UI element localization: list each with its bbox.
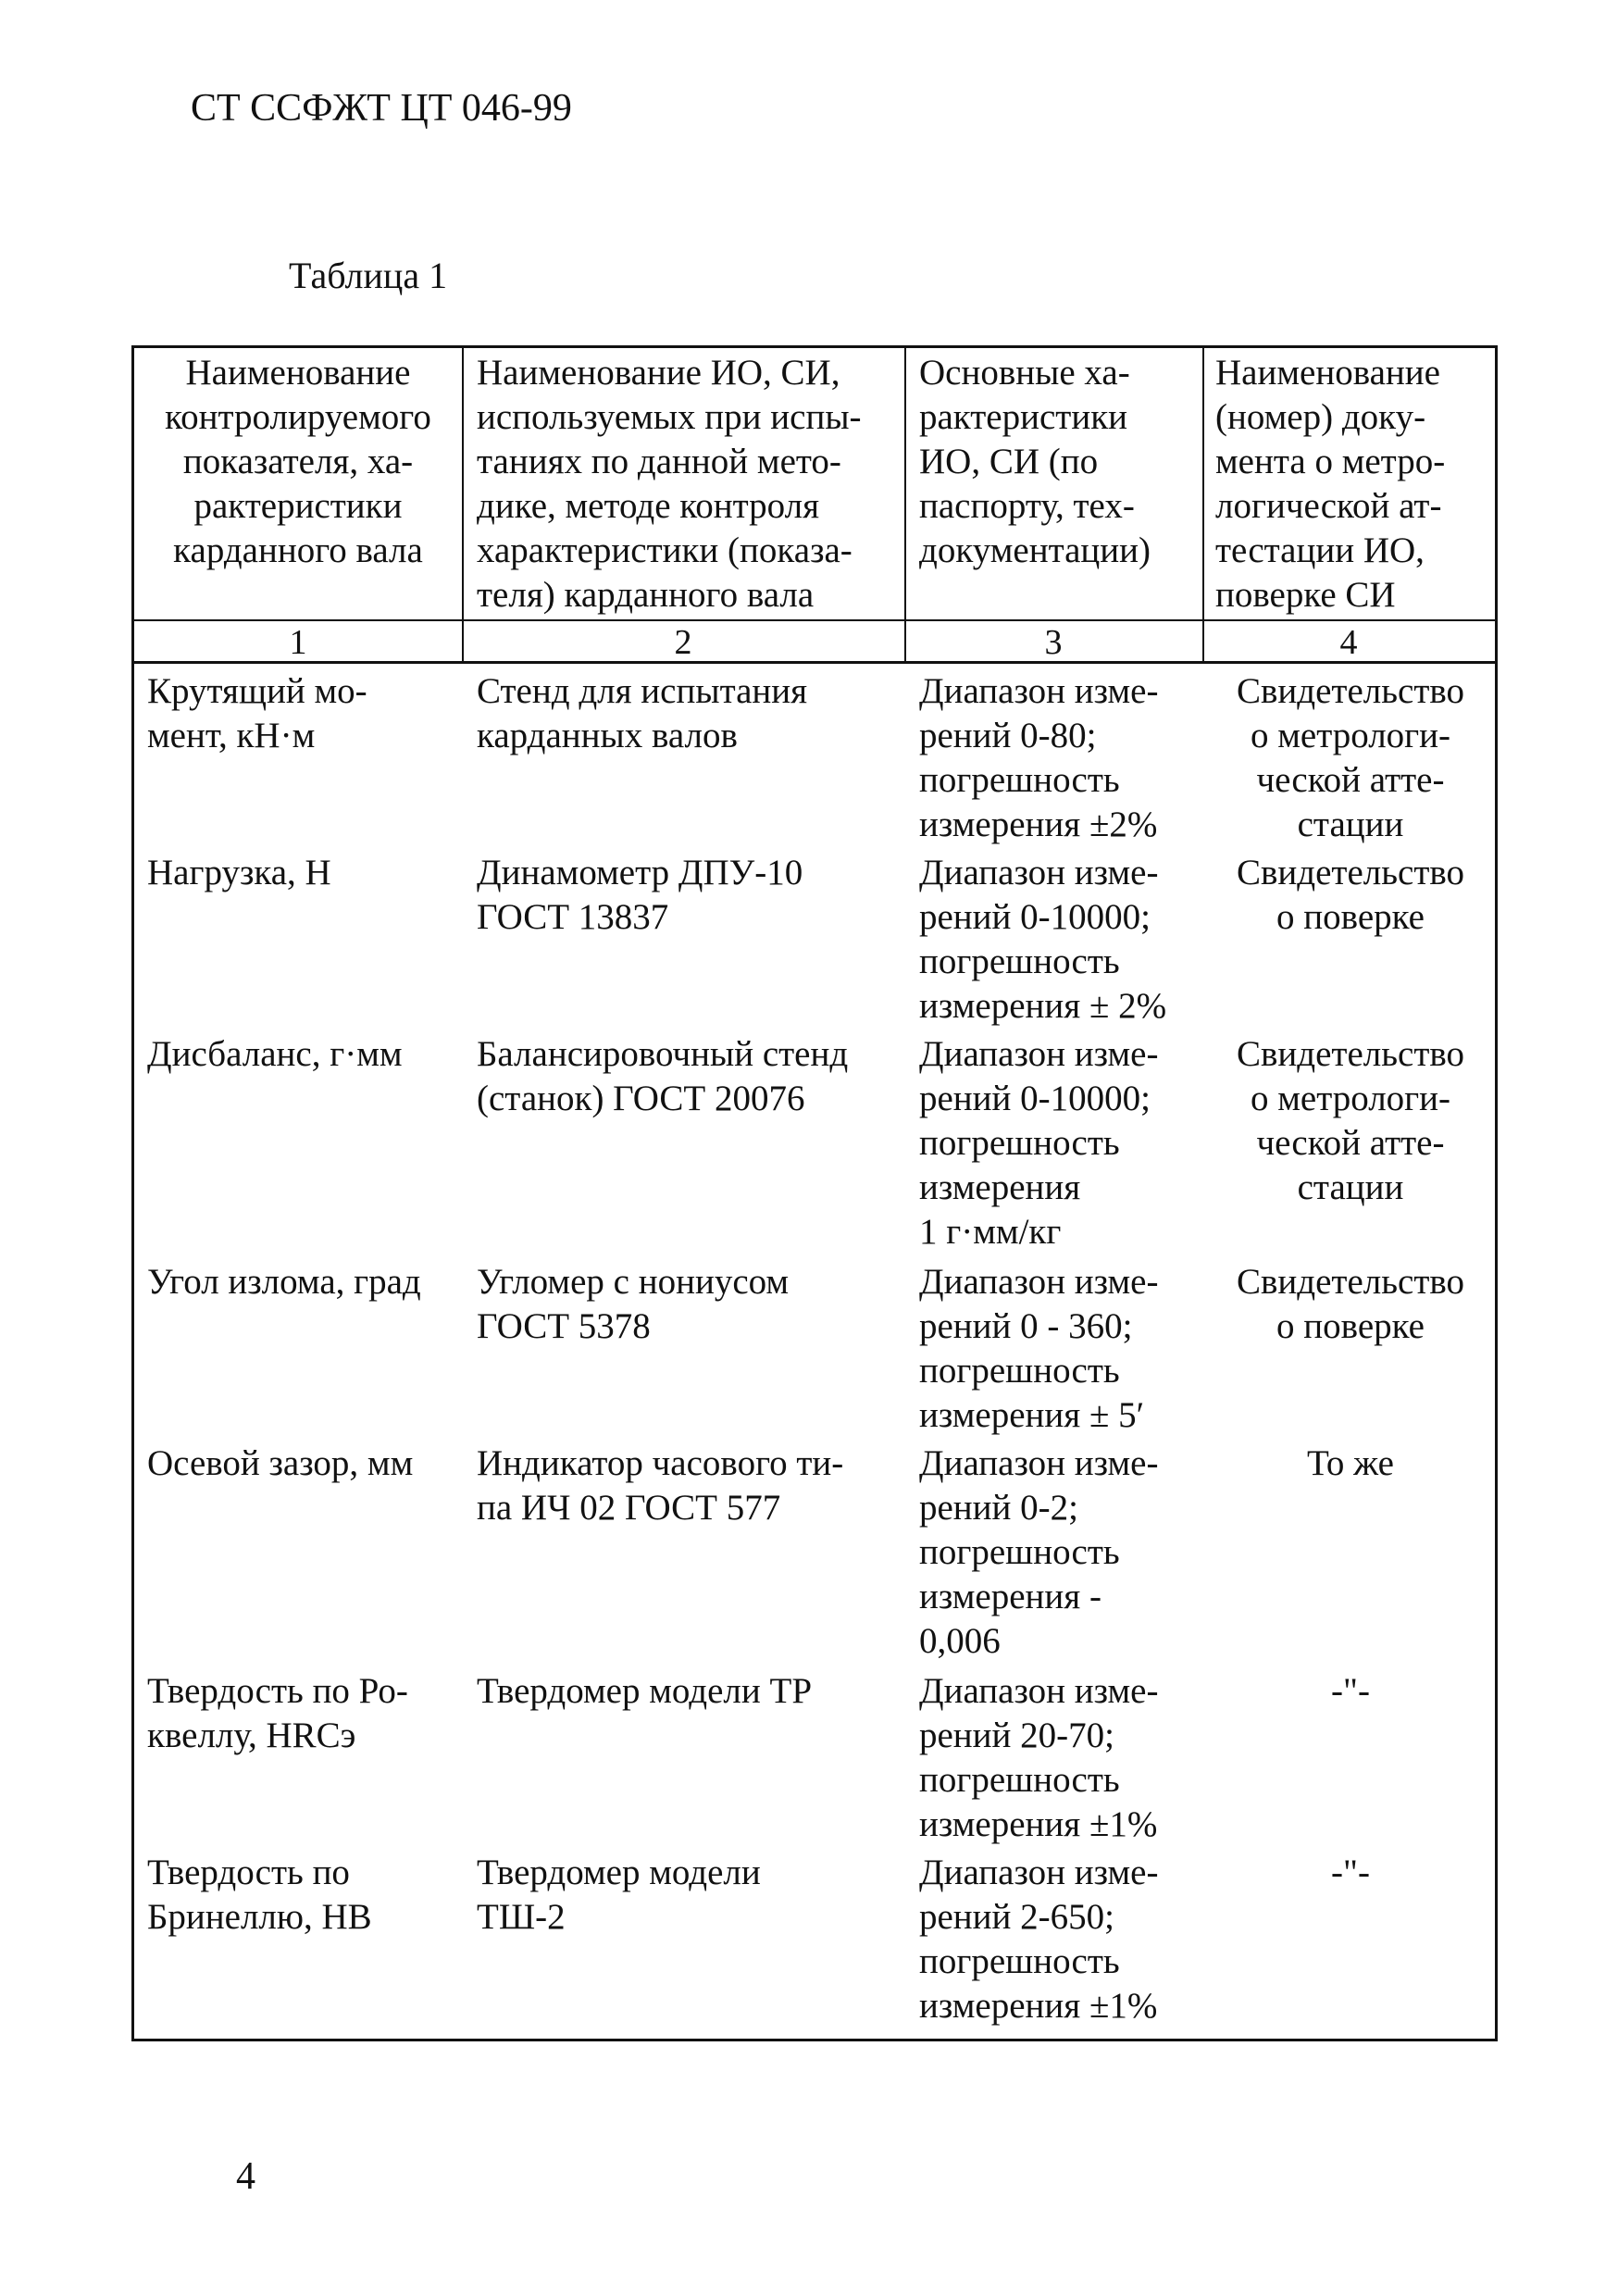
document-code: СТ ССФЖТ ЦТ 046-99 <box>191 87 572 130</box>
cell-line: Диапазон изме- <box>919 1262 1159 1302</box>
cell-line: па ИЧ 02 ГОСТ 577 <box>477 1488 781 1528</box>
cell-line: Диапазон изме- <box>919 853 1159 892</box>
header-line: мента о метро- <box>1215 442 1446 481</box>
table-row-6-document <box>1206 1669 1495 1714</box>
header-cell-characteristics <box>919 351 1201 573</box>
cell-line: погрешность <box>919 760 1120 800</box>
column-divider <box>462 345 464 664</box>
cell-line: стации <box>1297 805 1404 844</box>
table-row-1-characteristics <box>919 669 1201 847</box>
table-row-3-instrument <box>477 1032 902 1121</box>
cell-line: ГОСТ 5378 <box>477 1306 651 1346</box>
table-row-2-document <box>1206 851 1495 940</box>
cell-line: рений 0 - 360; <box>919 1306 1133 1346</box>
table-row-5-instrument <box>477 1441 902 1530</box>
cell-line: измерения ±1% <box>919 1804 1158 1844</box>
cell-line: Динамометр ДПУ-10 <box>477 853 803 892</box>
cell-line: рений 2-650; <box>919 1897 1114 1937</box>
cell-line: 0,006 <box>919 1621 1001 1661</box>
cell-line: о поверке <box>1276 1306 1425 1346</box>
table-row-3-indicator <box>147 1032 462 1077</box>
cell-line: мент, кН·м <box>147 716 316 755</box>
cell-line: Бринеллю, НВ <box>147 1897 372 1937</box>
header-cell-document <box>1215 351 1493 618</box>
header-cell-indicator <box>134 351 462 573</box>
cell-line: Осевой зазор, мм <box>147 1443 414 1483</box>
table-row-5-characteristics <box>919 1441 1201 1664</box>
table-row-3-characteristics <box>919 1032 1201 1254</box>
cell-line: Нагрузка, Н <box>147 853 331 892</box>
cell-line: -"- <box>1331 1853 1370 1892</box>
table-caption: Таблица 1 <box>289 255 448 296</box>
cell-line: погрешность <box>919 1123 1120 1163</box>
cell-line: Свидетельство <box>1236 671 1465 711</box>
cell-line: рений 0-2; <box>919 1488 1078 1528</box>
table-row-3-document <box>1206 1032 1495 1210</box>
cell-line: рений 0-10000; <box>919 897 1151 937</box>
header-line: поверке СИ <box>1215 575 1396 615</box>
cell-line: погрешность <box>919 1760 1120 1800</box>
table-row-2-instrument <box>477 851 902 940</box>
header-line: Наименование <box>1215 353 1440 393</box>
cell-line: Диапазон изме- <box>919 671 1159 711</box>
cell-line: Диапазон изме- <box>919 1853 1159 1892</box>
cell-line: измерения - <box>919 1577 1101 1616</box>
table-row-6-instrument <box>477 1669 902 1714</box>
cell-line: о поверке <box>1276 897 1425 937</box>
cell-line: ТШ-2 <box>477 1897 566 1937</box>
cell-line: ГОСТ 13837 <box>477 897 669 937</box>
header-line: логической ат- <box>1215 486 1442 526</box>
cell-line: Диапазон изме- <box>919 1034 1159 1074</box>
header-line: Основные ха- <box>919 353 1130 393</box>
cell-line: измерения ± 5′ <box>919 1395 1145 1435</box>
cell-line: Диапазон изме- <box>919 1443 1159 1483</box>
cell-line: рений 0-80; <box>919 716 1097 755</box>
column-number: 2 <box>674 623 692 662</box>
cell-line: Крутящий мо- <box>147 671 367 711</box>
table-row-6-characteristics <box>919 1669 1201 1847</box>
header-line: таниях по данной мето- <box>477 442 841 481</box>
cell-line: рений 20-70; <box>919 1716 1114 1755</box>
table-row-1-document <box>1206 669 1495 847</box>
header-line: Наименование ИО, СИ, <box>477 353 840 393</box>
cell-line: Стенд для испытания <box>477 671 808 711</box>
cell-line: о метрологи- <box>1250 716 1451 755</box>
table-row-7-document <box>1206 1851 1495 1895</box>
cell-line: Диапазон изме- <box>919 1671 1159 1711</box>
cell-line: измерения <box>919 1167 1081 1207</box>
column-divider <box>1202 345 1204 664</box>
cell-line: Свидетельство <box>1236 1034 1465 1074</box>
cell-line: Твердость по <box>147 1853 350 1892</box>
cell-line: ческой атте- <box>1256 1123 1445 1163</box>
cell-line: Свидетельство <box>1236 1262 1465 1302</box>
cell-line: Угол излома, град <box>147 1262 421 1302</box>
cell-line: Угломер с нониусом <box>477 1262 790 1302</box>
table-row-7-indicator <box>147 1851 462 1940</box>
cell-line: карданных валов <box>477 716 738 755</box>
data-table <box>131 345 1498 2041</box>
cell-line: о метрологи- <box>1250 1079 1451 1118</box>
table-row-4-indicator <box>147 1260 462 1304</box>
header-line: (номер) доку- <box>1215 397 1426 437</box>
cell-line: ческой атте- <box>1256 760 1445 800</box>
header-line: карданного вала <box>173 530 423 570</box>
page-number: 4 <box>236 2155 255 2198</box>
table-row-1-indicator <box>147 669 462 758</box>
header-line: показателя, ха- <box>182 442 414 481</box>
header-line: характеристики (показа- <box>477 530 853 570</box>
header-line: рактеристики <box>919 397 1128 437</box>
cell-line: Твердомер модели <box>477 1853 761 1892</box>
header-line: документации) <box>919 530 1151 570</box>
column-number: 1 <box>289 623 307 662</box>
table-row-1-instrument <box>477 669 902 758</box>
table-row-4-characteristics <box>919 1260 1201 1438</box>
header-line: тестации ИО, <box>1215 530 1425 570</box>
table-row-7-instrument <box>477 1851 902 1940</box>
table-row-5-indicator <box>147 1441 462 1486</box>
column-divider <box>904 345 906 664</box>
header-line: паспорту, тех- <box>919 486 1135 526</box>
cell-line: Свидетельство <box>1236 853 1465 892</box>
cell-line: погрешность <box>919 1941 1120 1981</box>
header-line: рактеристики <box>193 486 403 526</box>
header-line: дике, методе контроля <box>477 486 820 526</box>
cell-line: стации <box>1297 1167 1404 1207</box>
cell-line: То же <box>1307 1443 1394 1483</box>
table-row-4-instrument <box>477 1260 902 1349</box>
cell-line: погрешность <box>919 1351 1120 1391</box>
cell-line: погрешность <box>919 1532 1120 1572</box>
cell-line: Твердомер модели ТР <box>477 1671 813 1711</box>
cell-line: -"- <box>1331 1671 1370 1711</box>
header-line: теля) карданного вала <box>477 575 815 615</box>
table-row-5-document <box>1206 1441 1495 1486</box>
table-row-2-indicator <box>147 851 462 895</box>
table-row-6-indicator <box>147 1669 462 1758</box>
table-row-7-characteristics <box>919 1851 1201 2028</box>
cell-line: измерения ± 2% <box>919 986 1167 1026</box>
cell-line: Дисбаланс, г·мм <box>147 1034 403 1074</box>
cell-line: (станок) ГОСТ 20076 <box>477 1079 805 1118</box>
cell-line: измерения ±2% <box>919 805 1158 844</box>
column-number: 3 <box>1044 623 1063 662</box>
table-row-4-document <box>1206 1260 1495 1349</box>
cell-line: погрешность <box>919 942 1120 981</box>
cell-line: измерения ±1% <box>919 1986 1158 2026</box>
column-number: 4 <box>1339 623 1358 662</box>
header-line: Наименование <box>185 353 411 393</box>
header-line: используемых при испы- <box>477 397 862 437</box>
cell-line: Индикатор часового ти- <box>477 1443 844 1483</box>
header-cell-instruments <box>477 351 902 618</box>
cell-line: квеллу, HRCэ <box>147 1716 356 1755</box>
cell-line: Балансировочный стенд <box>477 1034 849 1074</box>
header-line: ИО, СИ (по <box>919 442 1099 481</box>
header-line: контролируемого <box>165 397 431 437</box>
table-row-2-characteristics <box>919 851 1201 1029</box>
cell-line: рений 0-10000; <box>919 1079 1151 1118</box>
cell-line: 1 г·мм/кг <box>919 1212 1062 1252</box>
cell-line: Твердость по Ро- <box>147 1671 408 1711</box>
